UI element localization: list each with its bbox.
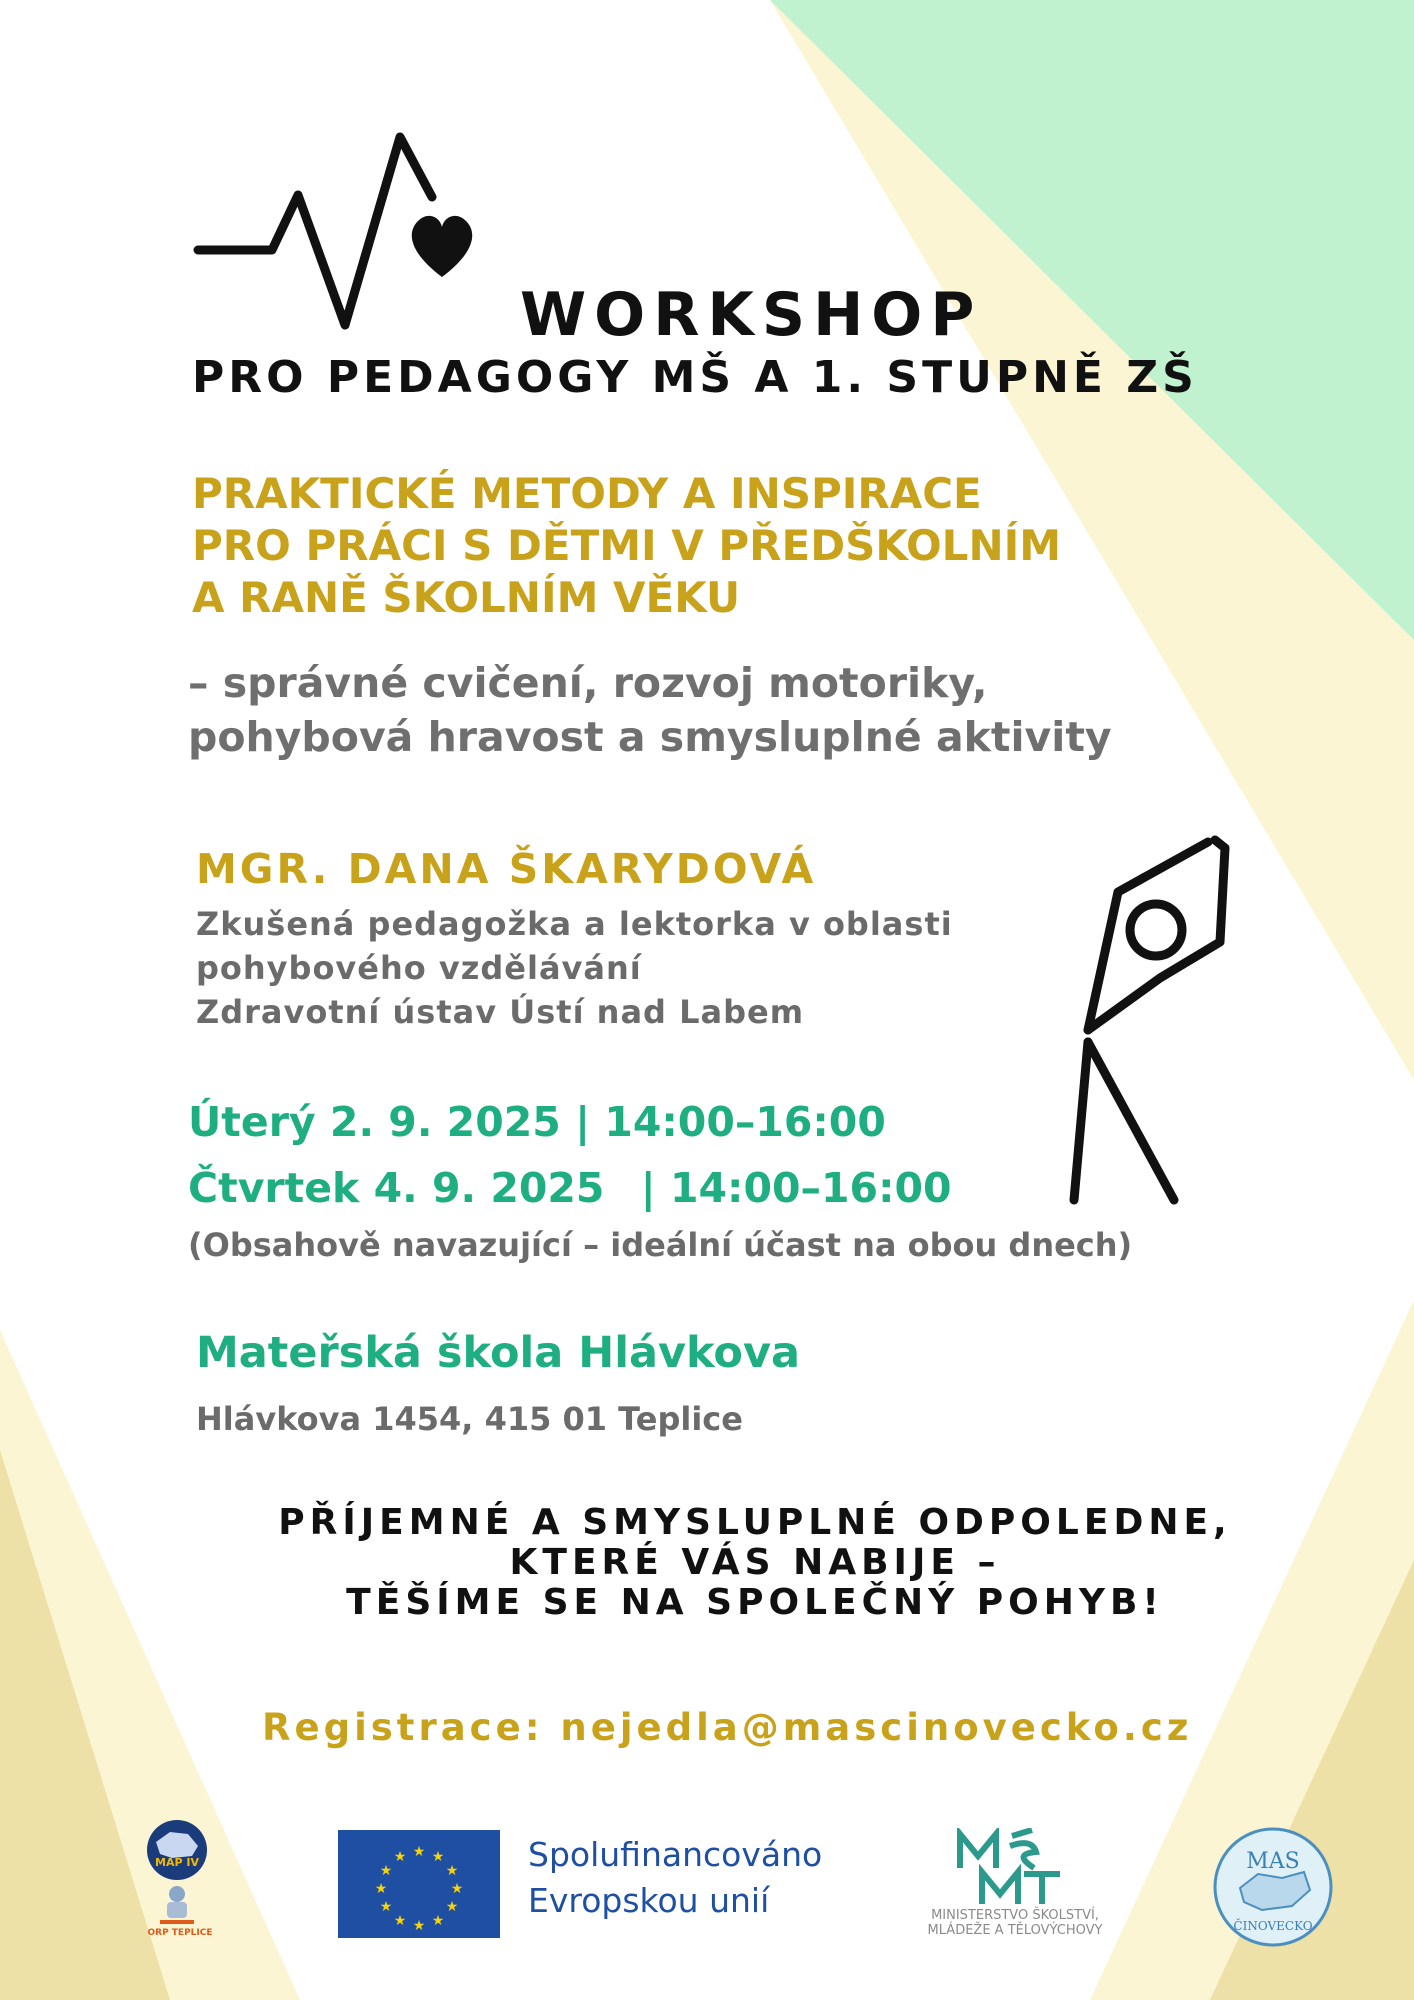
venue-address: Hlávkova 1454, 415 01 Teplice: [196, 1400, 743, 1438]
topic-line: PRAKTICKÉ METODY A INSPIRACE: [192, 469, 982, 518]
heartbeat-icon: [190, 125, 490, 335]
svg-text:★: ★: [379, 1863, 393, 1879]
svg-text:★: ★: [445, 1863, 459, 1879]
bio-line: pohybového vzdělávání: [196, 949, 642, 987]
schedule-note: (Obsahově navazující – ideální účast na obou dnech): [188, 1226, 1133, 1264]
workshop-subtitle: PRO PEDAGOGY MŠ A 1. STUPNĚ ZŠ: [192, 352, 1198, 403]
msmt-text-line: MINISTERSTVO ŠKOLSTVÍ,: [931, 1908, 1099, 1923]
map-figure-icon: [152, 1884, 202, 1928]
eu-cofunding-text: [528, 1832, 822, 1924]
eu-flag-icon: [338, 1830, 500, 1938]
date-time: 14:00–16:00: [604, 1098, 886, 1146]
bio-line: Zkušená pedagožka a lektorka v oblasti: [196, 905, 953, 943]
date-row-1: [188, 1098, 886, 1146]
registration-contact[interactable]: Registrace: nejedla@mascinovecko.cz: [262, 1706, 1193, 1749]
topic-line: PRO PRÁCI S DĚTMI V PŘEDŠKOLNÍM: [192, 521, 1062, 570]
closing-line: KTERÉ VÁS NABIJE –: [509, 1542, 1001, 1583]
map-badge-text: MAP IV: [155, 1856, 199, 1869]
topic-line: A RANĚ ŠKOLNÍM VĚKU: [192, 573, 741, 622]
workshop-title: WORKSHOP: [520, 280, 983, 350]
svg-text:★: ★: [374, 1881, 388, 1897]
map-iv-logo-icon: [142, 1820, 212, 1884]
svg-text:★: ★: [431, 1913, 445, 1929]
description-line: pohybová hravost a smysluplné aktivity: [188, 713, 1112, 761]
date-day: Čtvrtek 4. 9. 2025: [188, 1164, 605, 1212]
date-time: 14:00–16:00: [670, 1164, 952, 1212]
svg-text:★: ★: [431, 1849, 445, 1865]
svg-text:★: ★: [450, 1881, 464, 1897]
date-day: Úterý 2. 9. 2025: [188, 1098, 561, 1146]
eu-text-line: Spolufinancováno: [528, 1835, 823, 1874]
svg-text:★: ★: [445, 1899, 459, 1915]
date-separator: |: [575, 1098, 591, 1146]
date-separator: |: [640, 1164, 656, 1212]
orp-teplice-label: ORP TEPLICE: [147, 1928, 213, 1938]
msmt-logo-icon: [952, 1828, 1072, 1908]
closing-message: [200, 1503, 1310, 1623]
bio-line: Zdravotní ústav Ústí nad Labem: [196, 993, 805, 1031]
speaker-bio: [196, 902, 953, 1034]
msmt-text-line: MLÁDEŽE A TĚLOVÝCHOVY: [927, 1923, 1103, 1938]
svg-text:★: ★: [412, 1918, 426, 1934]
venue-name: Mateřská škola Hlávkova: [196, 1328, 801, 1378]
stretching-figure-icon: [1060, 830, 1240, 1210]
svg-text:★: ★: [393, 1849, 407, 1865]
description-line: – správné cvičení, rozvoj motoriky,: [188, 659, 988, 707]
date-row-2: [188, 1164, 952, 1212]
closing-line: PŘÍJEMNÉ A SMYSLUPLNÉ ODPOLEDNE,: [278, 1502, 1232, 1543]
topic-description: [188, 656, 1112, 764]
mas-top-text: MAS: [1246, 1849, 1300, 1874]
msmt-text: [895, 1908, 1135, 1938]
speaker-name: MGR. DANA ŠKARYDOVÁ: [196, 845, 817, 893]
svg-text:★: ★: [393, 1913, 407, 1929]
mas-bottom-text: ČINOVECKO: [1233, 1919, 1313, 1933]
svg-text:★: ★: [412, 1844, 426, 1860]
closing-line: TĚŠÍME SE NA SPOLEČNÝ POHYB!: [346, 1582, 1164, 1623]
topic-heading: [192, 468, 1242, 624]
svg-text:★: ★: [379, 1899, 393, 1915]
mas-cinovecko-logo-icon: [1212, 1826, 1334, 1948]
eu-text-line: Evropskou unií: [528, 1881, 770, 1920]
